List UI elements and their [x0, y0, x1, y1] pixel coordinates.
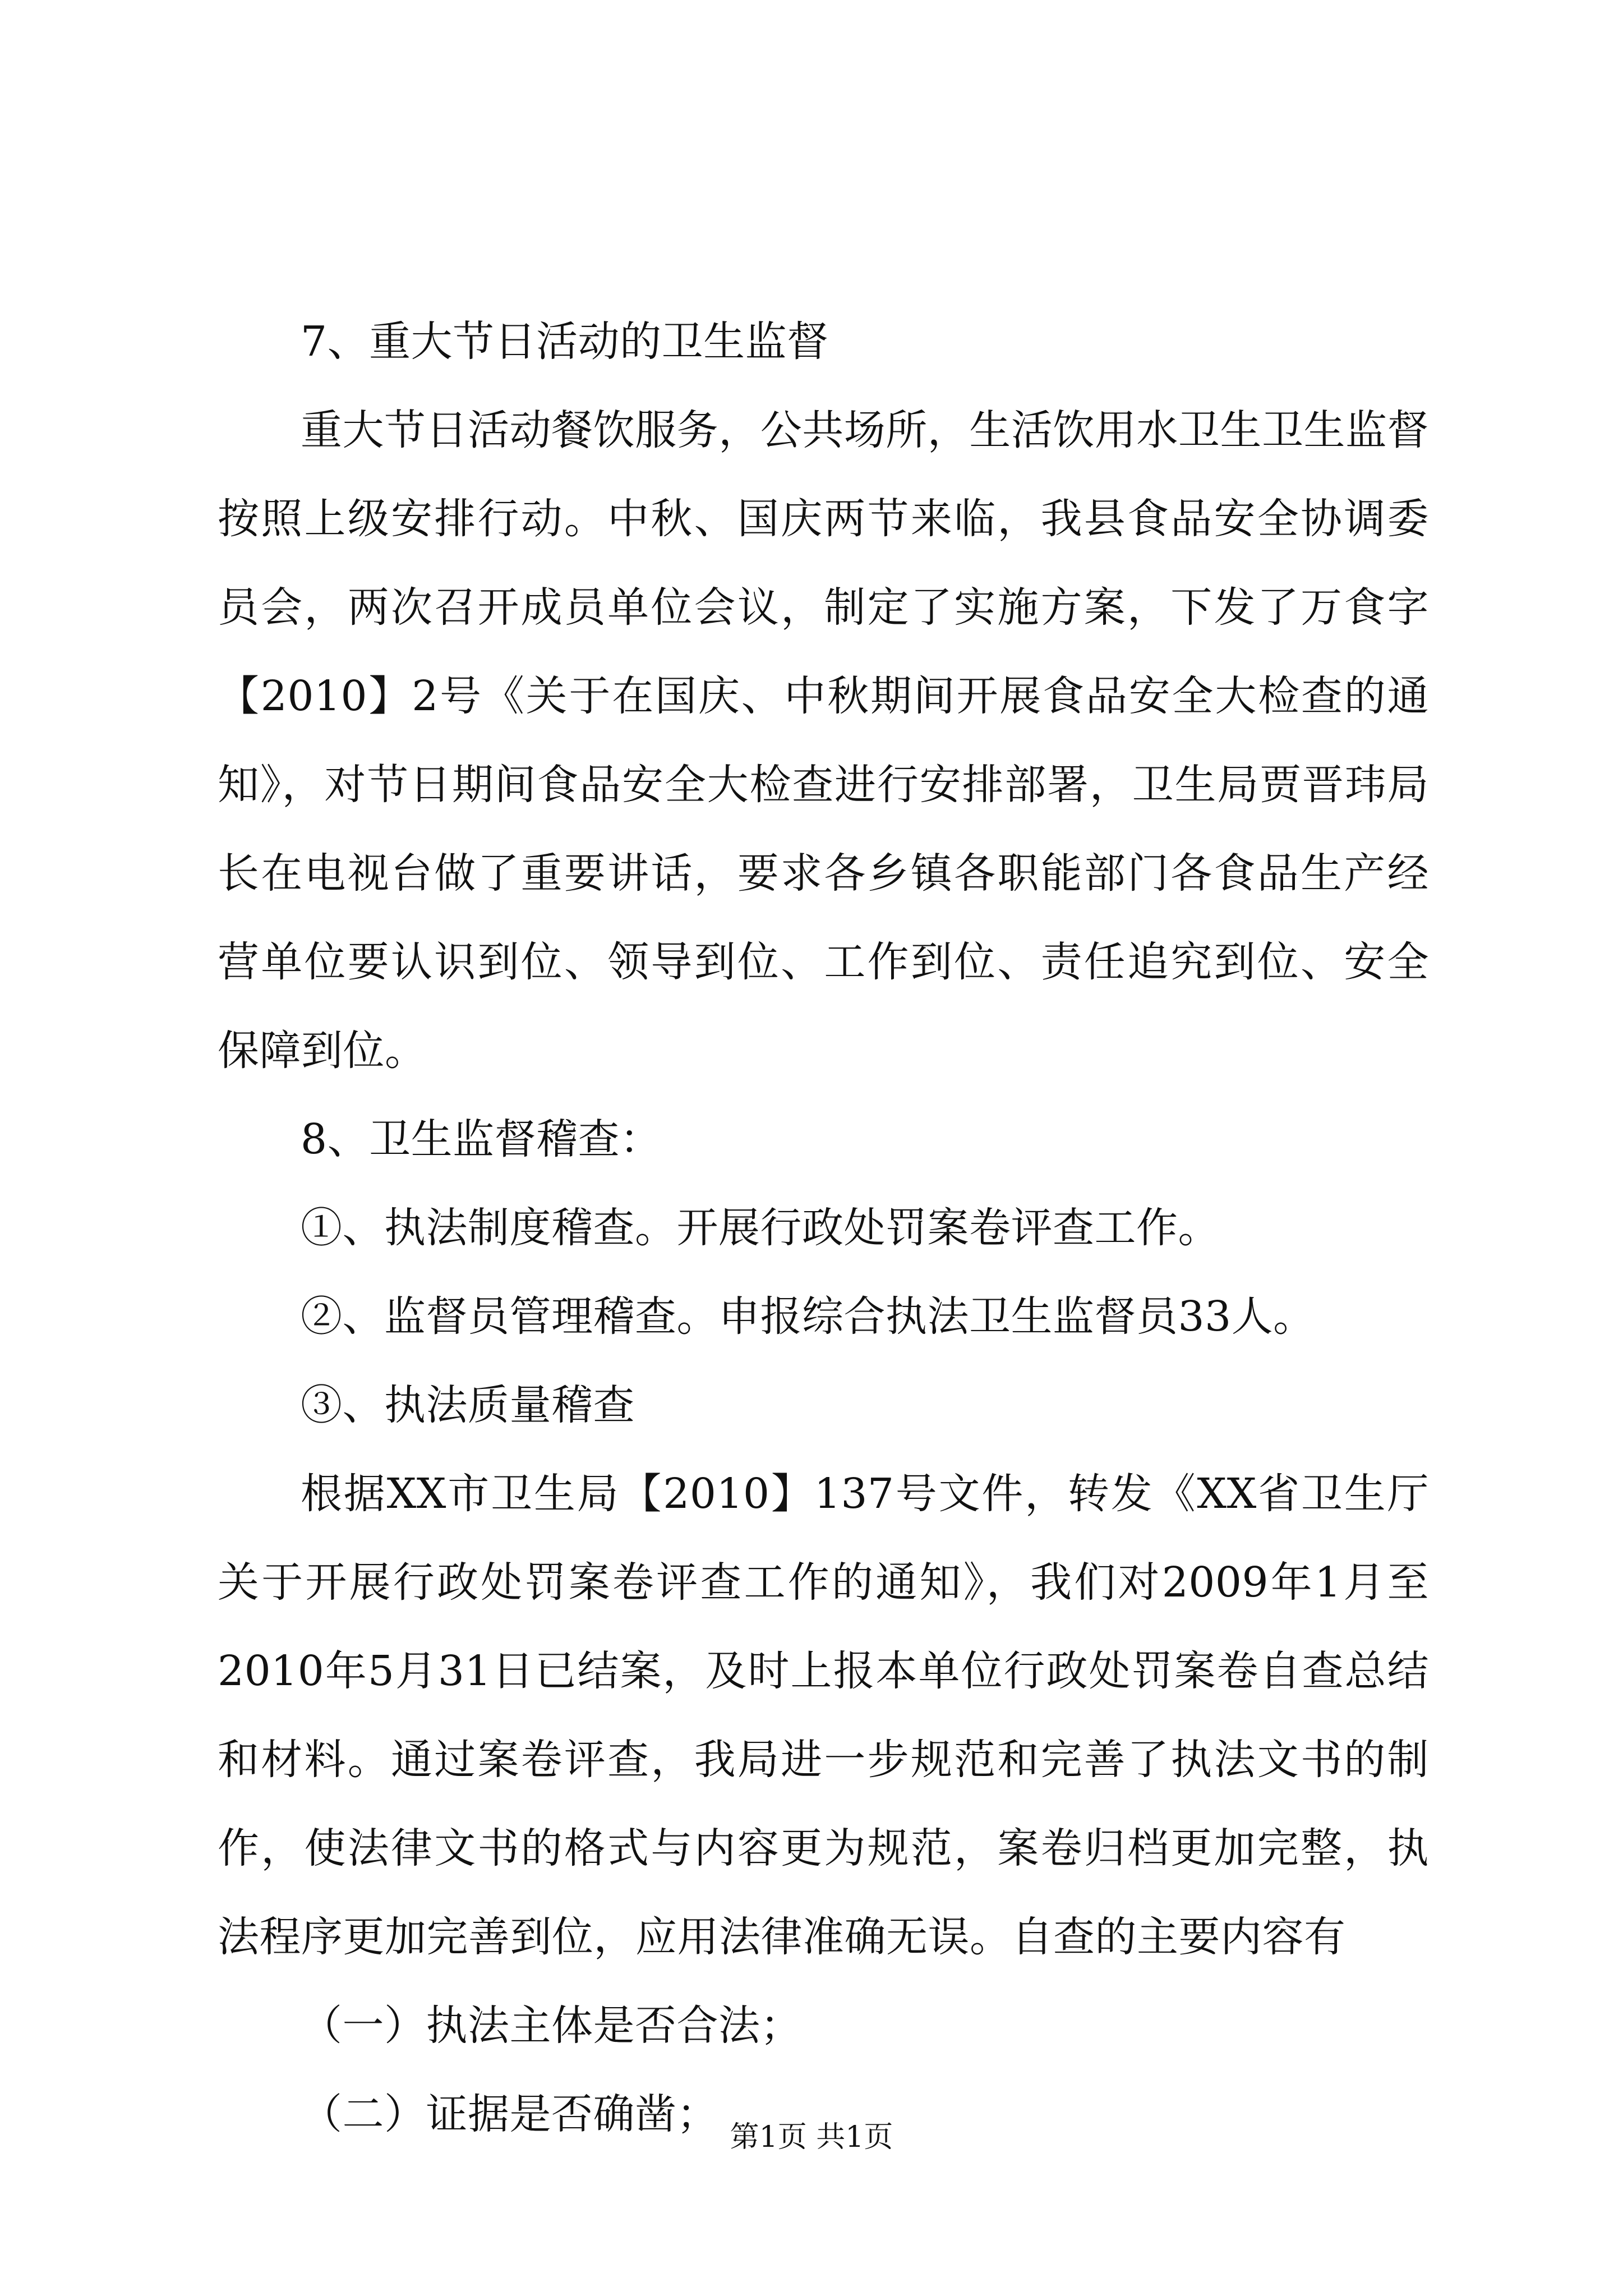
- paragraph-case-review: 根据XX市卫生局【2010】137号文件，转发《XX省卫生厅关于开展行政处罚案卷评查工作的通知》，我们对2009年1月至2010年5月31日已结案，及时上报本单位行政处罚案卷自查总结和材料。通过案卷评查，我局进一步规范和完善了执法文书的制作，使法律文书的格式与内容更为规范，案卷归档更加完整，执法程序更加完善到位，应用法律准确无误。自查的主要内容有: [218, 1470, 1429, 1961]
- document-body: [218, 297, 1429, 2159]
- page-footer: 第1页 共1页: [730, 2120, 893, 2154]
- list-item-3: ③、执法质量稽查: [301, 1381, 635, 1429]
- section-heading-8: 8、卫生监督稽查：: [301, 1115, 662, 1163]
- section-heading-7: 7、重大节日活动的卫生监督: [301, 318, 829, 366]
- review-item-2: （二）证据是否确凿；: [301, 2090, 718, 2138]
- paragraph-festival-supervision: 重大节日活动餐饮服务，公共场所，生活饮用水卫生卫生监督按照上级安排行动。中秋、国庆两节来临，我县食品安全协调委员会，两次召开成员单位会议，制定了实施方案，下发了万食字【2010】2号《关于在国庆、中秋期间开展食品安全大检查的通知》，对节日期间食品安全大检查进行安排部署，卫生局贾晋玮局长在电视台做了重要讲话，要求各乡镇各职能部门各食品生产经营单位要认识到位、领导到位、工作到位、责任追究到位、安全保障到位。: [218, 406, 1429, 1075]
- list-item-2: ②、监督员管理稽查。申报综合执法卫生监督员33人。: [301, 1292, 1315, 1341]
- list-item-1: ①、执法制度稽查。开展行政处罚案卷评查工作。: [301, 1204, 1220, 1252]
- review-item-1: （一）执法主体是否合法；: [301, 2001, 802, 2050]
